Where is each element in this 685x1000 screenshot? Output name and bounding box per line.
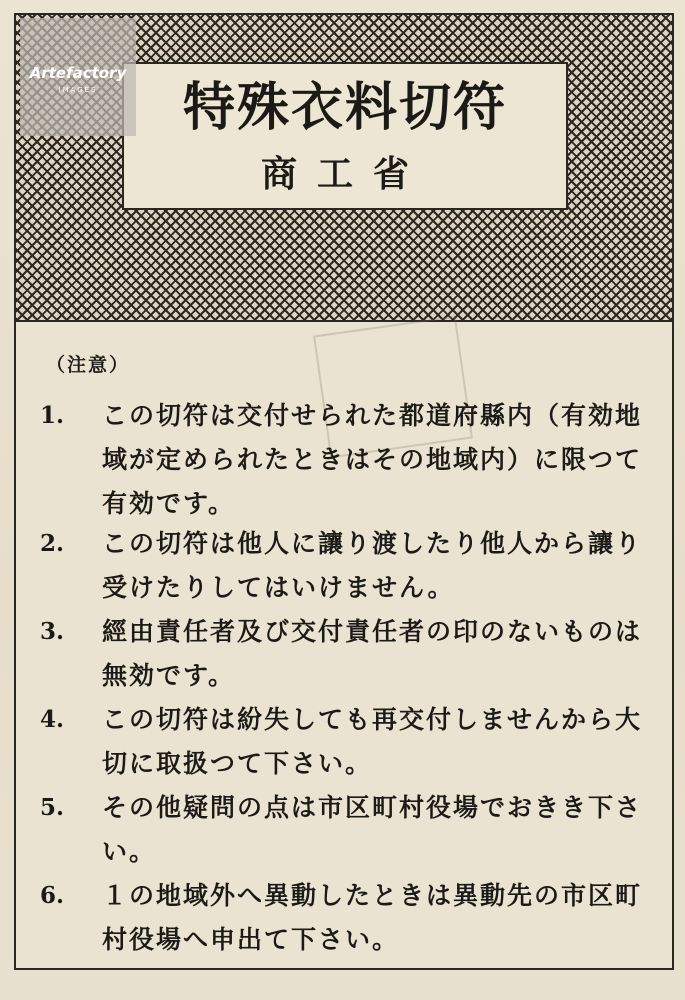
note-text: その他疑問の点は市区町村役場でおきき下さい。 xyxy=(102,793,643,866)
watermark-logo xyxy=(20,18,136,136)
notes-section xyxy=(16,322,672,968)
watermark-subtitle: IMAGES xyxy=(58,86,98,94)
note-text: １の地域外へ異動したときは異動先の市区町村役場へ申出て下さい。 xyxy=(102,881,643,954)
note-text: この切符は他人に讓り渡したり他人から讓り受けたりしてはいけません。 xyxy=(102,529,643,602)
note-number: 4. xyxy=(40,706,65,733)
watermark-brand: Artefactory xyxy=(29,64,127,82)
note-number: 2. xyxy=(40,530,65,557)
note-number: 5. xyxy=(40,794,65,821)
note-text: 經由責任者及び交付責任者の印のないものは無効です。 xyxy=(102,617,643,690)
ration-coupon-card xyxy=(14,13,674,970)
note-number: 3. xyxy=(40,618,65,645)
coupon-title: 特殊衣料切符 xyxy=(182,77,507,138)
note-number: 1. xyxy=(40,402,65,429)
note-text: この切符は紛失しても再交付しませんから大切に取扱つて下さい。 xyxy=(102,705,643,778)
note-text: この切符は交付せられた都道府縣内（有効地域が定められたときはその地域内）に限つて有効です。 xyxy=(102,401,643,518)
notes-heading: （注意） xyxy=(46,354,131,376)
issuing-ministry: 商工省 xyxy=(260,153,429,195)
note-number: 6. xyxy=(40,882,65,909)
title-box xyxy=(122,62,568,210)
